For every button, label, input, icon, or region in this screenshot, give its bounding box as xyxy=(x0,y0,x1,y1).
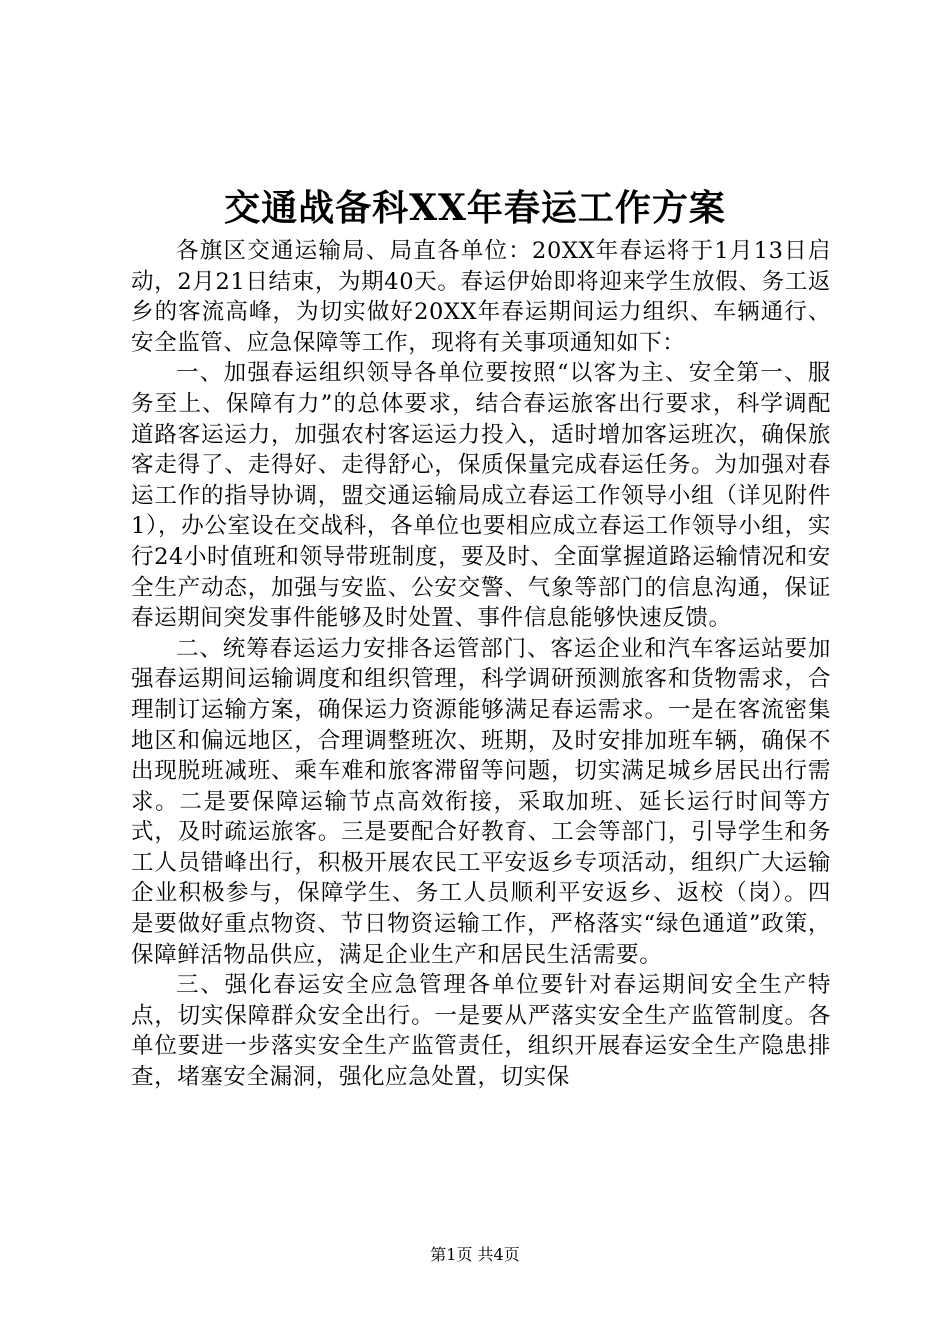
document-title: 交通战备科XX年春运工作方案 xyxy=(224,187,726,229)
paragraph-section-3: 三、强化春运安全应急管理各单位要针对春运期间安全生产特点，切实保障群众安全出行。一是要从严落实安全生产监管制度。各单位要进一步落实安全生产监管责任，组织开展春运安全生产隐患排查，堵塞安全漏洞，强化应急处置，切实保 xyxy=(131,972,831,1091)
paragraph-intro: 各旗区交通运输局、局直各单位：20XX年春运将于1月13日启动，2月21日结束，为期40天。春运伊始即将迎来学生放假、务工返乡的客流高峰，为切实做好20XX年春运期间运力组织、车辆通行、安全监管、应急保障等工作，现将有关事项通知如下： xyxy=(131,238,831,356)
paragraph-section-1: 一、加强春运组织领导各单位要按照“以客为主、安全第一、服务至上、保障有力”的总体要求，结合春运旅客出行要求，科学调配道路客运运力，加强农村客运运力投入，适时增加客运班次，确保旅客走得了、走得好、走得舒心，保质保量完成春运任务。为加强对春运工作的指导协调，盟交通运输局成立春运工作领导小组（详见附件1），办公室设在交战科，各单位也要相应成立春运工作领导小组，实行24小时值班和领导带班制度，要及时、全面掌握道路运输情况和安全生产动态，加强与安监、公安交警、气象等部门的信息沟通，保证春运期间突发事件能够及时处置、事件信息能够快速反馈。 xyxy=(131,360,831,632)
document-body xyxy=(131,236,831,1093)
paragraph-section-2: 二、统筹春运运力安排各运管部门、客运企业和汽车客运站要加强春运期间运输调度和组织管理，科学调研预测旅客和货物需求，合理制订运输方案，确保运力资源能够满足春运需求。一是在客流密集地区和偏远地区，合理调整班次、班期，及时安排加班车辆，确保不出现脱班减班、乘车难和旅客滞留等问题，切实满足城乡居民出行需求。二是要保障运输节点高效衔接，采取加班、延长运行时间等方式，及时疏运旅客。三是要配合好教育、工会等部门，引导学生和务工人员错峰出行，积极开展农民工平安返乡专项活动，组织广大运输企业积极参与，保障学生、务工人员顺利平安返乡、返校（岗）。四是要做好重点物资、节日物资运输工作，严格落实“绿色通道”政策，保障鲜活物品供应，满足企业生产和居民生活需要。 xyxy=(131,635,831,968)
page-footer: 第1页 共4页 xyxy=(430,1245,520,1264)
